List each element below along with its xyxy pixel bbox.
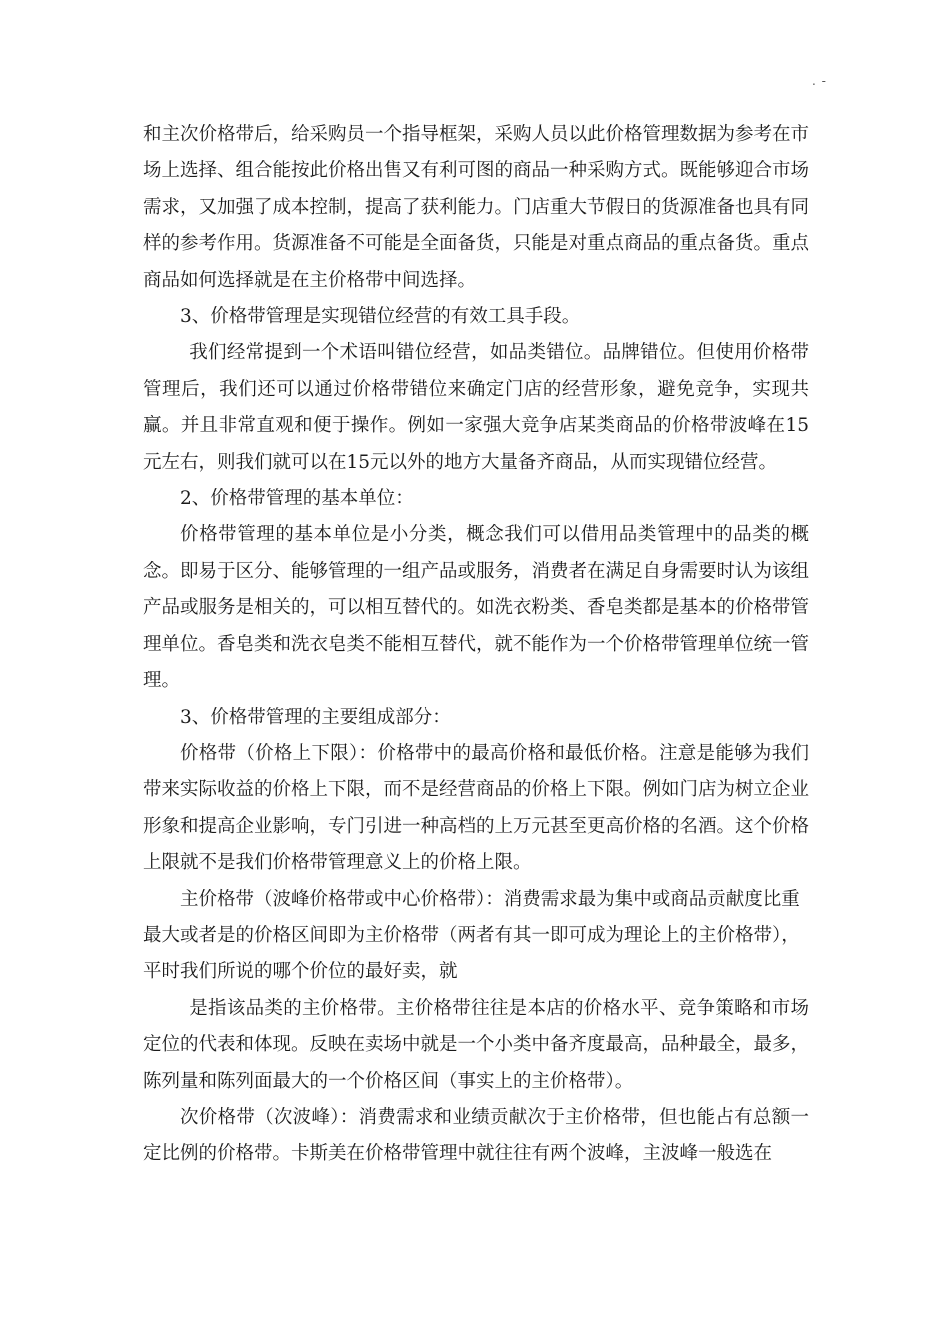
document-body [143,117,809,1173]
paragraph-main-price-band: 主价格带（波峰价格带或中心价格带）：消费需求最为集中或商品贡献度比重最大或者是的价格区间即为主价格带（两者有其一即可成为理论上的主价格带），平时我们所说的哪个价位的最好卖，就 [143,888,800,983]
page-mark: . - [812,74,827,88]
paragraph-price-band: 价格带（价格上下限）：价格带中的最高价格和最低价格。注意是能够为我们带来实际收益的价格上下限，而不是经营商品的价格上下限。例如门店为树立企业形象和提高企业影响，专门引进一种高档的上万元甚至更高价格的名酒。这个价格上限就不是我们价格带管理意义上的价格上限。 [143,742,810,874]
heading-basic-unit: 2、价格带管理的基本单位： [180,488,414,510]
paragraph-basic-unit: 价格带管理的基本单位是小分类，概念我们可以借用品类管理中的品类的概念。即易于区分、能够管理的一组产品或服务，消费者在满足自身需要时认为该组产品或服务是相关的，可以相互替代的。如洗衣粉类、香皂类都是基本的价格带管理单位。香皂类和洗衣皂类不能相互替代，就不能作为一个价格带管理单位统一管理。 [143,524,810,692]
paragraph-main-price-band-continued: 是指该品类的主价格带。主价格带往往是本店的价格水平、竞争策略和市场定位的代表和体现。反映在卖场中就是一个小类中备齐度最高，品种最全，最多，陈列量和陈列面最大的一个价格区间（事实上的主价格带）。 [143,997,810,1092]
heading-main-components: 3、价格带管理的主要组成部分： [180,706,451,728]
paragraph-secondary-price-band: 次价格带（次波峰）：消费需求和业绩贡献次于主价格带，但也能占有总额一定比例的价格带。卡斯美在价格带管理中就往往有两个波峰，主波峰一般选在 [143,1106,809,1165]
heading-staggered-operation: 3、价格带管理是实现错位经营的有效工具手段。 [180,306,581,328]
paragraph-purchasing-framework: 和主次价格带后，给采购员一个指导框架，采购人员以此价格管理数据为参考在市场上选择、组合能按此价格出售又有利可图的商品一种采购方式。既能够迎合市场需求，又加强了成本控制，提高了获利能力。门店重大节假日的货源准备也具有同样的参考作用。货源准备不可能是全面备货，只能是对重点商品的重点备货。重点商品如何选择就是在主价格带中间选择。 [143,124,810,291]
paragraph-staggered-operation: 我们经常提到一个术语叫错位经营，如品类错位。品牌错位。但使用价格带管理后，我们还可以通过价格带错位来确定门店的经营形象，避免竞争，实现共赢。并且非常直观和便于操作。例如一家强大竞争店某类商品的价格带波峰在15元左右，则我们就可以在15元以外的地方大量备齐商品，从而实现错位经营。 [143,342,809,473]
